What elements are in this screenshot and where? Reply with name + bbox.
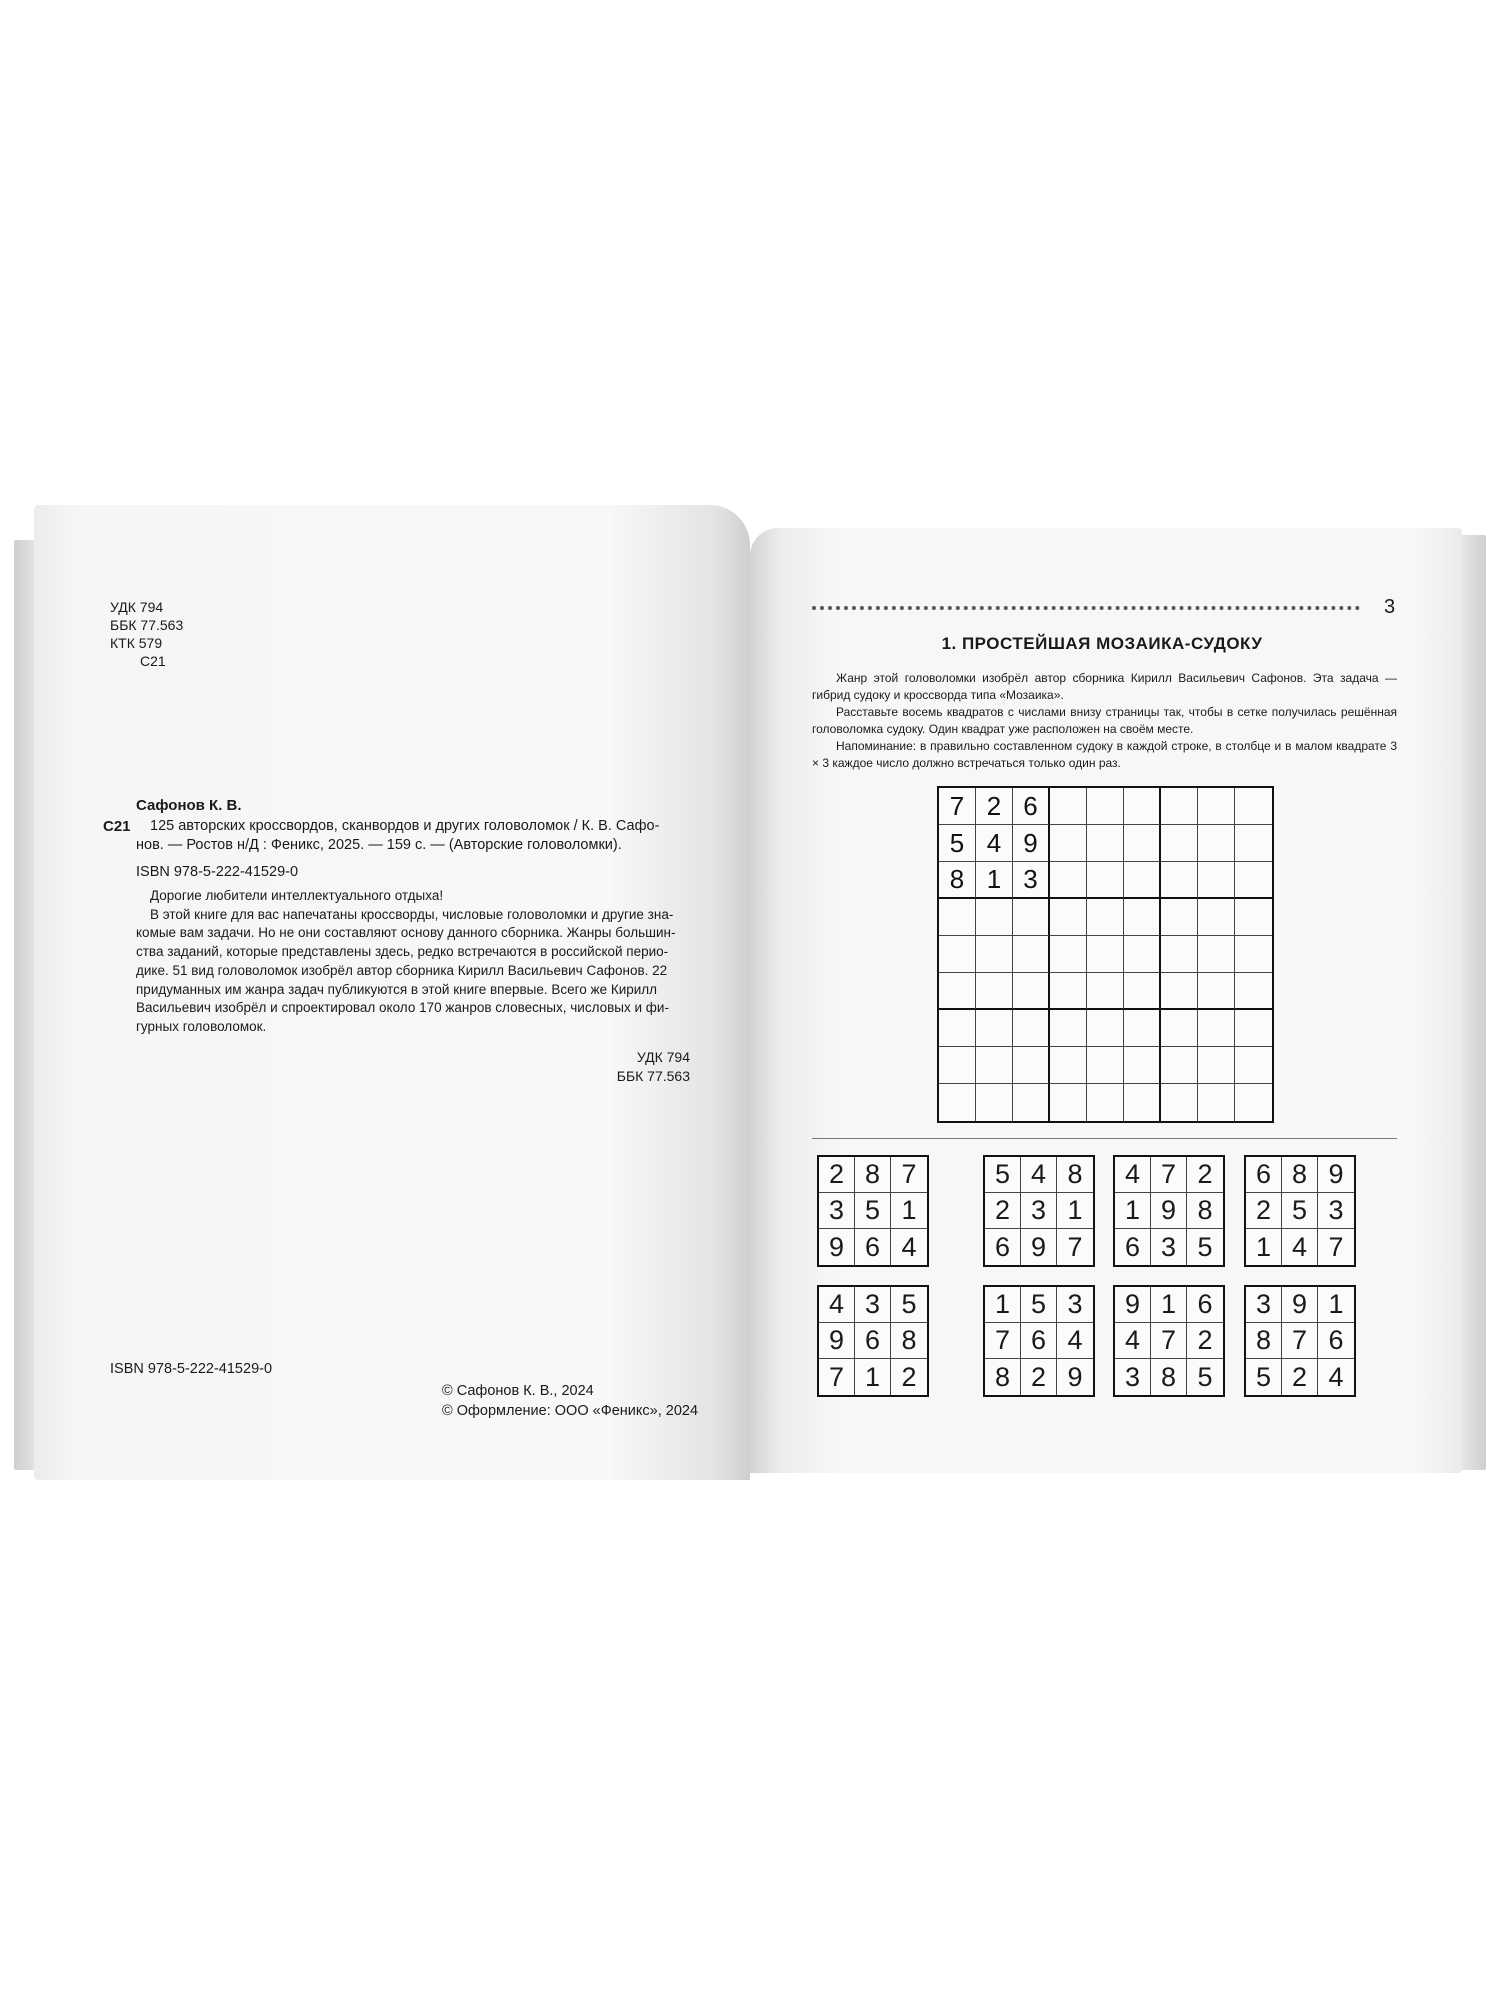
sudoku-cell[interactable]	[1124, 1047, 1161, 1084]
mosaic-piece-cell: 8	[1187, 1193, 1223, 1229]
sudoku-cell[interactable]	[1198, 1047, 1235, 1084]
mosaic-piece[interactable]	[1113, 1285, 1225, 1397]
mosaic-piece-cell: 1	[985, 1287, 1021, 1323]
classification-code: С21	[103, 818, 131, 835]
mosaic-piece-cell: 3	[1115, 1359, 1151, 1395]
mosaic-piece-cell: 2	[1021, 1359, 1057, 1395]
mosaic-piece-cell: 4	[1328, 1361, 1344, 1392]
mosaic-piece[interactable]	[1113, 1155, 1225, 1267]
mosaic-piece-cell: 8	[1151, 1359, 1187, 1395]
mosaic-piece-cell: 2	[1187, 1323, 1223, 1359]
annotation-line: ства заданий, которые представлены здесь, редко встречаются в российской перио-	[136, 944, 669, 960]
sudoku-cell[interactable]	[1050, 1010, 1087, 1047]
mosaic-piece-cell: 3	[855, 1287, 891, 1323]
sudoku-cell[interactable]	[1235, 973, 1272, 1010]
sudoku-cell[interactable]	[1050, 936, 1087, 973]
sudoku-cell[interactable]	[939, 1047, 976, 1084]
sudoku-cell[interactable]	[1161, 862, 1198, 899]
sudoku-cell[interactable]	[1087, 1084, 1124, 1121]
author-name: Сафонов К. В.	[136, 797, 242, 814]
sudoku-cell[interactable]: 6	[1013, 788, 1050, 825]
mosaic-piece-cell: 7	[891, 1157, 927, 1193]
annotation-line: Дорогие любители интеллектуального отдыха!	[150, 888, 444, 903]
sudoku-cell[interactable]	[1235, 936, 1272, 973]
sudoku-cell[interactable]	[1013, 973, 1050, 1010]
mosaic-piece-cell: 2	[1187, 1157, 1223, 1193]
mosaic-piece-cell: 4	[1282, 1229, 1318, 1265]
sudoku-cell[interactable]: 9	[1013, 825, 1050, 862]
mosaic-piece[interactable]	[983, 1285, 1095, 1397]
mosaic-piece-cell: 9	[819, 1229, 855, 1265]
sudoku-cell[interactable]	[1198, 936, 1235, 973]
mosaic-piece-cell: 6	[1318, 1323, 1354, 1359]
mosaic-piece-cell: 5	[855, 1193, 891, 1229]
sudoku-cell[interactable]: 3	[1013, 862, 1050, 899]
sudoku-cell[interactable]	[1198, 825, 1235, 862]
copyright-author: © Сафонов К. В., 2024	[442, 1383, 594, 1399]
mosaic-piece-cell: 6	[855, 1229, 891, 1265]
mosaic-piece-cell: 5	[891, 1287, 927, 1323]
mosaic-piece-cell: 6	[1021, 1323, 1057, 1359]
sudoku-cell[interactable]	[1013, 1047, 1050, 1084]
mosaic-piece-cell: 9	[819, 1323, 855, 1359]
mosaic-piece-cell: 8	[1282, 1157, 1318, 1193]
mosaic-piece-cell: 8	[1246, 1323, 1282, 1359]
mosaic-piece-cell: 7	[985, 1323, 1021, 1359]
sudoku-cell[interactable]	[1013, 1084, 1050, 1121]
mosaic-piece-cell: 1	[855, 1359, 891, 1395]
sudoku-cell[interactable]	[1161, 973, 1198, 1010]
bbk-line: ББК 77.563	[110, 617, 184, 633]
mosaic-piece-cell: 2	[819, 1157, 855, 1193]
annotation-line: придуманных им жанра задач публикуются в этой книге впервые. Всего же Кирилл	[136, 981, 658, 997]
bbk-right-line: ББК 77.563	[616, 1068, 690, 1084]
udk-right	[560, 1048, 690, 1086]
sudoku-cell[interactable]	[976, 973, 1013, 1010]
mosaic-piece-cell: 6	[1115, 1229, 1151, 1265]
mosaic-piece[interactable]	[1244, 1155, 1356, 1267]
sudoku-cell[interactable]	[1087, 936, 1124, 973]
sudoku-cell[interactable]	[1198, 788, 1235, 825]
sudoku-cell[interactable]	[1087, 825, 1124, 862]
sudoku-cell[interactable]	[1013, 899, 1050, 936]
mosaic-piece-cell: 9	[1021, 1229, 1057, 1265]
mosaic-piece[interactable]	[817, 1285, 929, 1397]
mosaic-piece-cell: 6	[1246, 1157, 1282, 1193]
mosaic-piece-cell: 5	[1197, 1231, 1213, 1262]
sudoku-cell[interactable]	[1124, 788, 1161, 825]
mosaic-piece[interactable]	[983, 1155, 1095, 1267]
sudoku-cell[interactable]	[1124, 973, 1161, 1010]
sudoku-cell[interactable]	[976, 899, 1013, 936]
sudoku-cell[interactable]	[1124, 1010, 1161, 1047]
biblio-line-2: нов. — Ростов н/Д : Феникс, 2025. — 159 с. — (Авторские головоломки).	[136, 837, 622, 853]
mosaic-piece-cell: 4	[901, 1231, 917, 1262]
sudoku-cell[interactable]	[939, 1084, 976, 1121]
sudoku-cell[interactable]	[1124, 1084, 1161, 1121]
mosaic-piece-cell: 7	[1067, 1231, 1083, 1262]
sudoku-cell[interactable]	[1124, 862, 1161, 899]
mosaic-piece-cell: 1	[891, 1193, 927, 1229]
sudoku-cell[interactable]	[939, 973, 976, 1010]
annotation-line: комые вам задачи. Но не они составляют основу данного сборника. Жанры большин-	[136, 925, 676, 941]
mosaic-piece-cell: 3	[819, 1193, 855, 1229]
sudoku-cell[interactable]	[976, 1047, 1013, 1084]
sudoku-cell[interactable]	[1161, 788, 1198, 825]
biblio-line-1: 125 авторских кроссвордов, сканвордов и других головоломок / К. В. Сафо-	[150, 818, 660, 834]
copyright-design: © Оформление: ООО «Феникс», 2024	[442, 1403, 699, 1419]
mosaic-piece-cell: 7	[1282, 1323, 1318, 1359]
mosaic-piece-cell: 1	[1151, 1287, 1187, 1323]
sudoku-cell[interactable]	[1087, 862, 1124, 899]
sudoku-cell[interactable]	[1050, 788, 1087, 825]
sudoku-cell[interactable]	[1161, 1047, 1198, 1084]
sudoku-cell[interactable]	[1050, 1047, 1087, 1084]
mosaic-piece-cell: 7	[1151, 1323, 1187, 1359]
puzzle-title: 1. ПРОСТЕЙШАЯ МОЗАИКА-СУДОКУ	[941, 634, 1263, 653]
mosaic-piece-cell: 2	[985, 1193, 1021, 1229]
mosaic-piece-cell: 3	[1057, 1287, 1093, 1323]
sudoku-cell[interactable]	[1124, 936, 1161, 973]
sudoku-cell[interactable]	[976, 1084, 1013, 1121]
mosaic-piece-cell: 1	[1115, 1193, 1151, 1229]
mosaic-piece-cell: 6	[1187, 1287, 1223, 1323]
sudoku-cell[interactable]	[1161, 1084, 1198, 1121]
mosaic-piece-cell: 9	[1115, 1287, 1151, 1323]
sudoku-cell[interactable]	[1124, 825, 1161, 862]
sudoku-cell[interactable]	[1235, 825, 1272, 862]
sudoku-cell[interactable]	[1161, 825, 1198, 862]
page-number: 3	[1384, 596, 1396, 618]
mosaic-piece-cell: 1	[1246, 1229, 1282, 1265]
mosaic-piece-cell: 4	[1115, 1323, 1151, 1359]
header-dotted-rule	[812, 606, 1360, 610]
sudoku-cell[interactable]	[1161, 899, 1198, 936]
isbn-line: ISBN 978-5-222-41529-0	[136, 864, 299, 880]
isbn-bottom: ISBN 978-5-222-41529-0	[110, 1361, 273, 1377]
sudoku-cell[interactable]	[976, 1010, 1013, 1047]
mosaic-piece-cell: 4	[1057, 1323, 1093, 1359]
udk-block	[110, 598, 183, 670]
sudoku-cell[interactable]	[1198, 899, 1235, 936]
mosaic-piece-cell: 2	[901, 1361, 917, 1392]
sudoku-cell[interactable]	[1087, 973, 1124, 1010]
mosaic-piece-cell: 3	[1021, 1193, 1057, 1229]
paragraph-reminder: Напоминание: в правильно составленном судоку в каждой строке, в столбце и в малом квадрате 3 × 3 каждое число должно встречаться только один раз.	[812, 739, 1397, 770]
mosaic-piece-cell: 9	[1318, 1157, 1354, 1193]
sudoku-cell[interactable]	[1235, 1047, 1272, 1084]
mosaic-piece-cell: 4	[1021, 1157, 1057, 1193]
mosaic-piece-cell: 6	[855, 1323, 891, 1359]
sudoku-cell[interactable]	[1198, 1010, 1235, 1047]
sudoku-cell[interactable]	[1198, 1084, 1235, 1121]
sudoku-cell[interactable]: 4	[976, 825, 1013, 862]
mosaic-piece-cell: 3	[1318, 1193, 1354, 1229]
code-line: С21	[140, 653, 166, 669]
sudoku-cell[interactable]	[1087, 1010, 1124, 1047]
paragraph-instructions: Расставьте восемь квадратов с числами внизу страницы так, чтобы в сетке получилась решённая головоломка судоку. Один квадрат уже расположен на своём месте.	[812, 705, 1397, 736]
sudoku-cell[interactable]: 2	[976, 788, 1013, 825]
sudoku-cell[interactable]	[1198, 973, 1235, 1010]
sudoku-cell[interactable]	[1087, 1047, 1124, 1084]
sudoku-cell[interactable]	[1161, 1010, 1198, 1047]
sudoku-cell[interactable]: 8	[939, 862, 976, 899]
sudoku-cell[interactable]	[1050, 973, 1087, 1010]
sudoku-cell[interactable]	[1235, 899, 1272, 936]
mosaic-piece-cell: 5	[1021, 1287, 1057, 1323]
annotation-line: гурных головоломок.	[136, 1018, 267, 1034]
mosaic-piece-cell: 4	[1115, 1157, 1151, 1193]
sudoku-cell[interactable]	[1050, 1084, 1087, 1121]
mosaic-piece-cell: 1	[1057, 1193, 1093, 1229]
sudoku-cell[interactable]	[1013, 936, 1050, 973]
udk-line: УДК 794	[110, 599, 164, 615]
annotation-line: дике. 51 вид головоломок изобрёл автор сборника Кирилл Васильевич Сафонов. 22	[136, 962, 668, 978]
sudoku-cell[interactable]	[1050, 899, 1087, 936]
sudoku-cell[interactable]	[1013, 1010, 1050, 1047]
sudoku-cell[interactable]	[1050, 825, 1087, 862]
mosaic-piece-cell: 7	[1151, 1157, 1187, 1193]
mosaic-piece-cell: 2	[1246, 1193, 1282, 1229]
paragraph-intro: Жанр этой головоломки изобрёл автор сборника Кирилл Васильевич Сафонов. Эта задача — гибрид судоку и кроссворда типа «Мозаика».	[812, 671, 1397, 702]
mosaic-piece-cell: 9	[1151, 1193, 1187, 1229]
mosaic-piece-cell: 3	[1151, 1229, 1187, 1265]
sudoku-grid	[937, 786, 1274, 1123]
annotation	[136, 887, 675, 1037]
sudoku-cell[interactable]	[1198, 862, 1235, 899]
sudoku-cell[interactable]: 7	[939, 788, 976, 825]
mosaic-piece-cell: 2	[1282, 1359, 1318, 1395]
sudoku-cell[interactable]	[1050, 862, 1087, 899]
mosaic-piece-cell: 5	[1197, 1361, 1213, 1392]
mosaic-piece-cell: 5	[985, 1157, 1021, 1193]
ktk-line: КТК 579	[110, 635, 163, 651]
mosaic-piece-cell: 3	[1246, 1287, 1282, 1323]
sudoku-cell[interactable]: 1	[976, 862, 1013, 899]
mosaic-piece-cell: 7	[1328, 1231, 1344, 1262]
annotation-line: В этой книге для вас напечатаны кроссворды, числовые головоломки и другие зна-	[150, 906, 674, 922]
mosaic-piece-cell: 4	[819, 1287, 855, 1323]
section-divider	[812, 1138, 1397, 1139]
sudoku-cell[interactable]: 5	[939, 825, 976, 862]
sudoku-cell[interactable]	[939, 1010, 976, 1047]
mosaic-piece-cell: 5	[1282, 1193, 1318, 1229]
sudoku-cell[interactable]	[1235, 1084, 1272, 1121]
sudoku-cell[interactable]	[1087, 899, 1124, 936]
sudoku-cell[interactable]	[1124, 899, 1161, 936]
sudoku-cell[interactable]	[976, 936, 1013, 973]
sudoku-cell[interactable]	[1087, 788, 1124, 825]
mosaic-piece[interactable]	[1244, 1285, 1356, 1397]
mosaic-piece-cell: 9	[1067, 1361, 1083, 1392]
mosaic-piece-cell: 1	[1318, 1287, 1354, 1323]
annotation-line: Васильевич изобрёл и спроектировал около 170 жанров словесных, числовых и фи-	[136, 1000, 669, 1016]
sudoku-cell[interactable]	[1235, 1010, 1272, 1047]
mosaic-piece-cell: 6	[985, 1229, 1021, 1265]
sudoku-cell[interactable]	[939, 899, 976, 936]
mosaic-piece-cell: 9	[1282, 1287, 1318, 1323]
mosaic-piece-cell: 8	[985, 1359, 1021, 1395]
mosaic-piece-cell: 8	[1057, 1157, 1093, 1193]
mosaic-piece[interactable]	[817, 1155, 929, 1267]
mosaic-piece-cell: 7	[819, 1359, 855, 1395]
mosaic-piece-cell: 8	[891, 1323, 927, 1359]
sudoku-cell[interactable]	[939, 936, 976, 973]
sudoku-cell[interactable]	[1235, 862, 1272, 899]
mosaic-piece-cell: 5	[1246, 1359, 1282, 1395]
sudoku-cell[interactable]	[1161, 936, 1198, 973]
mosaic-piece-cell: 8	[855, 1157, 891, 1193]
udk-right-line: УДК 794	[636, 1049, 690, 1065]
sudoku-cell[interactable]	[1235, 788, 1272, 825]
